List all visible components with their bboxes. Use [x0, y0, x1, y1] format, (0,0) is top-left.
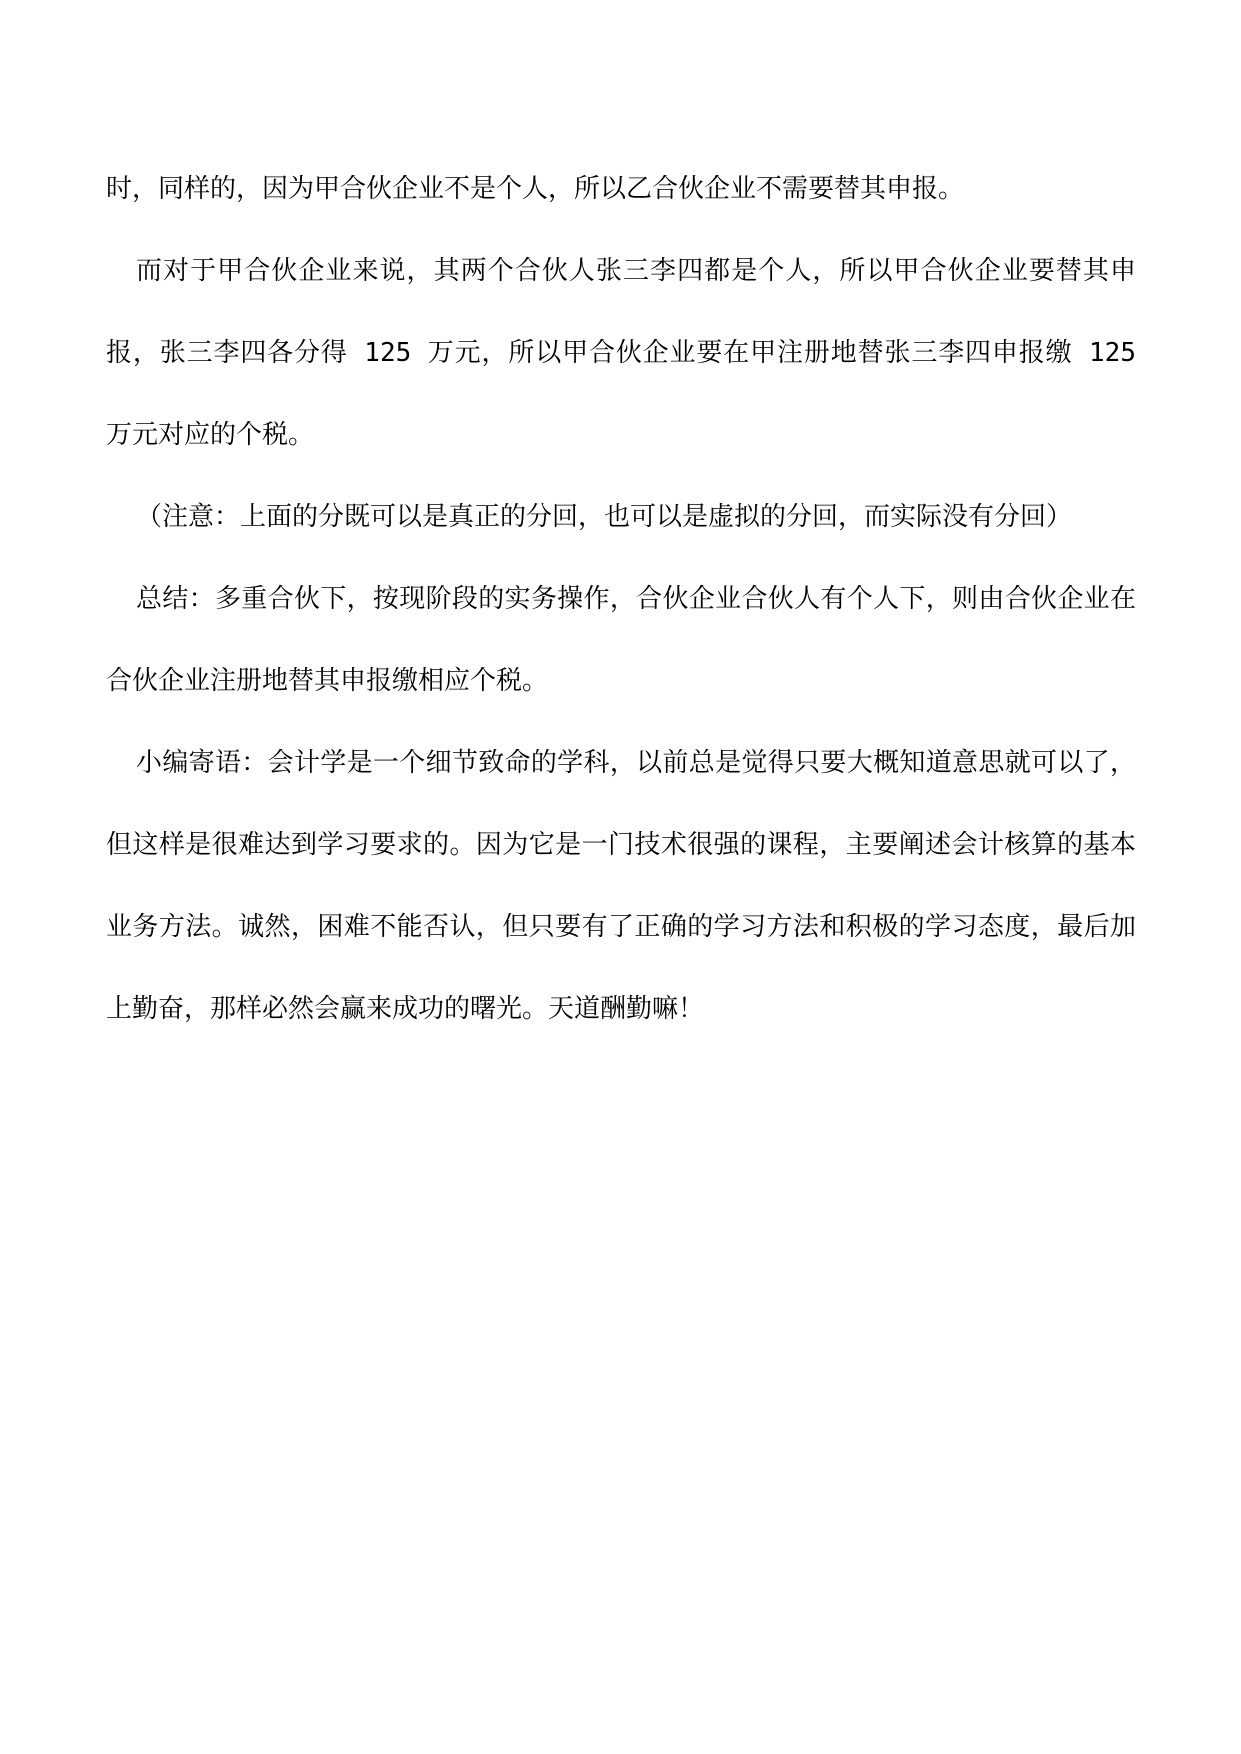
paragraph-note: （注意：上面的分既可以是真正的分回，也可以是虚拟的分回，而实际没有分回） [136, 502, 1073, 532]
paragraph-partner-tax: 而对于甲合伙企业来说，其两个合伙人张三李四都是个人，所以甲合伙企业要替其申报，张三李四各分得 125 万元，所以甲合伙企业要在甲注册地替张三李四申报缴 125 万元对应的个税。 [106, 256, 1136, 450]
paragraph-continuation: 时，同样的，因为甲合伙企业不是个人，所以乙合伙企业不需要替其申报。 [106, 174, 965, 204]
paragraph-summary: 总结：多重合伙下，按现阶段的实务操作，合伙企业合伙人有个人下，则由合伙企业在合伙企业注册地替其申报缴相应个税。 [106, 584, 1136, 696]
paragraph-editor-note: 小编寄语：会计学是一个细节致命的学科，以前总是觉得只要大概知道意思就可以了，但这样是很难达到学习要求的。因为它是一门技术很强的课程，主要阐述会计核算的基本业务方法。诚然，困难不能否认，但只要有了正确的学习方法和积极的学习态度，最后加上勤奋，那样必然会赢来成功的曙光。天道酬勤嘛！ [106, 748, 1136, 1024]
document-body [106, 148, 1136, 1050]
